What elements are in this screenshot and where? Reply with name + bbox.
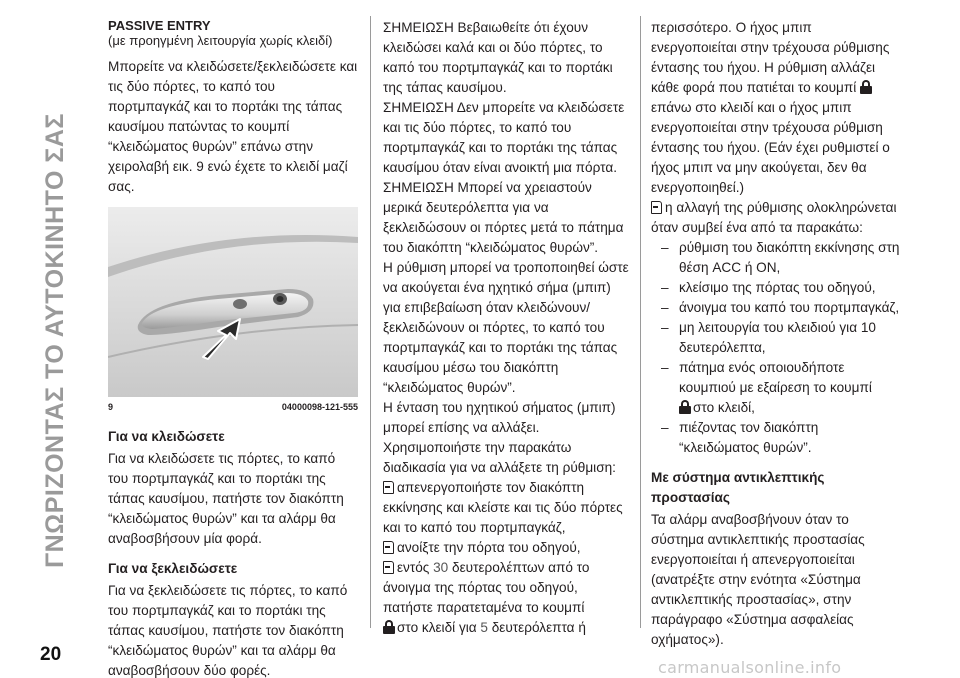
figure-caption	[108, 401, 358, 413]
list-item: – μη λειτουργία του κλειδιού για 10 δευτερόλεπτα,	[657, 318, 901, 358]
list-item: – πιέζοντας τον διακόπτη “κλειδώματος θυρών”.	[657, 418, 901, 458]
beep-setting-paragraph: Η ρύθμιση μπορεί να τροποποιηθεί ώστε να ακούγεται ένα ηχητικό σήμα (μπιπ) για επιβεβαίωση όταν κλειδώνουν/ξεκλειδώνουν οι πόρτες, το καπό του πορτμπαγκάζ και το πορτάκι της τάπας καυσίμου μέσω του διακόπτη “κλειδώματος θυρών”.	[383, 260, 629, 395]
list-item: – κλείσιμο της πόρτας του οδηγού,	[657, 278, 901, 298]
step-icon	[651, 201, 662, 214]
lock-icon	[860, 80, 872, 94]
chapter-title-text: ΓΝΩΡΙΖΟΝΤΑΣ ΤΟ ΑΥΤΟΚΙΝΗΤΟ ΣΑΣ	[40, 112, 69, 568]
column-2	[383, 18, 630, 638]
column-1	[108, 18, 358, 678]
list-item: – άνοιγμα του καπό του πορτμπαγκάζ,	[657, 298, 901, 318]
note-paragraph: ΣΗΜΕΙΩΣΗ Μπορεί να χρειαστούν μερικά δευτερόλεπτα για να ξεκλειδώσουν οι πόρτες μετά το πάτημα του διακόπτη “κλειδώματος θυρών”.	[383, 180, 624, 255]
list-item: – ρύθμιση του διακόπτη εκκίνησης στη θέση ACC ή ON,	[657, 238, 901, 278]
paragraph-text: επάνω στο κλειδί και ο ήχος μπιπ ενεργοποιείται στην τρέχουσα ρύθμιση έντασης του ήχου. (Εάν έχει ρυθμιστεί ο ήχος μπιπ να μην ακούγεται, δεν θα ενεργοποιηθεί.)	[651, 100, 890, 195]
figure-code: 04000098-121-555	[281, 402, 358, 412]
step-icon	[383, 481, 394, 494]
page-number: 20	[40, 644, 62, 665]
step-item	[383, 558, 630, 638]
lock-paragraph: Για να κλειδώσετε τις πόρτες, το καπό του πορτμπαγκάζ και το πορτάκι της τάπας καυσίμου, πατήστε τον διακόπτη “κλειδώματος θυρών” και τα αλάρμ θα αναβοσβήσουν μία φορά.	[108, 451, 344, 546]
paragraph-text: η αλλαγή της ρύθμισης ολοκληρώνεται όταν συμβεί ένα από τα παρακάτω:	[651, 200, 897, 235]
seconds-value: 30	[433, 560, 449, 575]
step-item	[383, 538, 630, 558]
door-handle-figure	[108, 207, 358, 397]
step-item	[383, 478, 630, 538]
volume-paragraph: Η ένταση του ηχητικού σήματος (μπιπ) μπορεί επίσης να αλλάξει. Χρησιμοποιήστε την παρακάτω διαδικασία για να αλλάξετε τη ρύθμιση:	[383, 400, 616, 475]
note-paragraph: ΣΗΜΕΙΩΣΗ Βεβαιωθείτε ότι έχουν κλειδώσει καλά και οι δύο πόρτες, το καπό του πορτμπαγκάζ και το πορτάκι της τάπας καυσίμου.	[383, 20, 613, 95]
seconds-value: 5	[480, 620, 488, 635]
unlock-heading: Για να ξεκλειδώσετε	[108, 561, 238, 576]
lock-icon	[679, 400, 691, 414]
unlock-paragraph: Για να ξεκλειδώσετε τις πόρτες, το καπό του πορτμπαγκάζ και το πορτάκι της τάπας καυσίμου, πατήστε τον διακόπτη “κλειδώματος θυρών” και τα αλάρμ θα αναβοσβήσουν δύο φορές.	[108, 583, 348, 678]
step-text: δευτερόλεπτα ή	[487, 620, 586, 635]
column-3	[651, 18, 901, 650]
section-subheading: (με προηγμένη λειτουργία χωρίς κλειδί)	[108, 33, 333, 48]
step-icon	[383, 541, 394, 554]
completion-conditions-list	[657, 238, 901, 458]
step-text: απενεργοποιήστε τον διακόπτη εκκίνησης και κλείστε και τις δύο πόρτες και το καπό του πορτμπαγκάζ,	[383, 480, 623, 535]
step-text: δευτερολέπτων από το άνοιγμα της πόρτας του οδηγού, πατήστε παρατεταμένα το κουμπί	[383, 560, 590, 615]
continued-paragraph	[651, 18, 901, 198]
list-item-text: πάτημα ενός οποιουδήποτε κουμπιού με εξαίρεση το κουμπί	[679, 360, 872, 395]
section-heading: PASSIVE ENTRY	[108, 18, 211, 33]
step-text: εντός	[397, 560, 434, 575]
step-icon	[383, 561, 394, 574]
step-text: στο κλειδί για	[397, 620, 481, 635]
figure-number: 9	[108, 402, 114, 412]
intro-paragraph: Μπορείτε να κλειδώσετε/ξεκλειδώσετε και τις δύο πόρτες, το καπό του πορτμπαγκάζ και το πορτάκι της τάπας καυσίμου πατώντας το κουμπί “κλειδώματος θυρών” επάνω στην χειρολαβή εικ. 9 ενώ έχετε το κλειδί μαζί σας.	[108, 59, 358, 194]
lock-icon	[383, 620, 395, 634]
chapter-side-title	[30, 40, 80, 640]
door-handle-illustration	[108, 207, 358, 397]
list-item-text: στο κλειδί,	[693, 400, 755, 415]
watermark: carmanualsonline.info	[658, 658, 842, 677]
list-item	[657, 358, 901, 418]
column-divider	[370, 16, 371, 628]
column-divider	[640, 16, 641, 628]
lock-heading: Για να κλειδώσετε	[108, 429, 225, 444]
alarm-paragraph: Τα αλάρμ αναβοσβήνουν όταν το σύστημα αντικλεπτικής προστασίας ενεργοποιείται ή απενεργοποιείται (ανατρέξτε στην ενότητα «Σύστημα αντικλεπτικής προστασίας», στην παράγραφο «Σύστημα ασφαλείας οχήματος»).	[651, 512, 865, 647]
alarm-heading: Με σύστημα αντικλεπτικής προστασίας	[651, 470, 825, 505]
step-text: ανοίξτε την πόρτα του οδηγού,	[397, 540, 581, 555]
note-paragraph: ΣΗΜΕΙΩΣΗ Δεν μπορείτε να κλειδώσετε και τις δύο πόρτες, το καπό του πορτμπαγκάζ και το πορτάκι της τάπας καυσίμου όταν είναι ανοικτή μια πόρτα.	[383, 100, 625, 175]
paragraph-text: περισσότερο. Ο ήχος μπιπ ενεργοποιείται στην τρέχουσα ρύθμισης έντασης του ήχου. Η ρύθμιση αλλάζει κάθε φορά που πατιέται το κουμπί	[651, 20, 890, 95]
change-complete-paragraph	[651, 198, 901, 238]
